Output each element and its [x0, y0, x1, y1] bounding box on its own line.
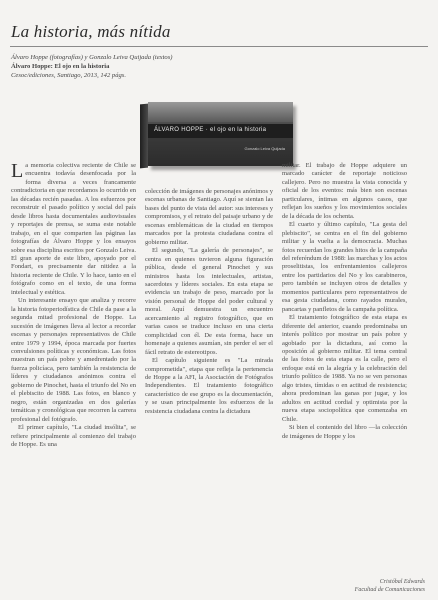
paragraph: Un interesante ensayo que analiza y recorre la historia fotoperiodística de Chile da pase a la segunda mitad profesional de Hoppe. La sucesión de imágenes lleva al lector a recordar escenas y personajes representativos de Chile entre 1979 y 1994, época marcada por fuertes convulsiones políticas y económicas. Las fotos muestran un país pobre y amedrentado por la fuerza policíaca, pero también la resistencia de líderes y ciudadanos anónimos contra el gobierno de Pinochet, hasta el triunfo del No en el plebiscito de 1988. Las fotos, en blanco y negro, están organizadas en dos galerías temáticas y cronológicas que recorren la carrera profesional del fotógrafo. — [11, 297, 136, 423]
book-title: Álvaro Hoppe: El ojo en la historia — [11, 63, 110, 70]
paragraph: El tratamiento fotográfico de esta etapa es diferente del anterior, cuando predominaba un interés político por mostrar un país pobre y agobiado por la dictadura, así como la oposición al gobierno militar. El tema central de las fotos de esta etapa es la calle, pero el enfoque está en la alegría y la celebración del triunfo político de 1988. Ya no se ven personas algo tristes, tímidas o en actitud de resistencia; ahora predominan las ganas por jugar, y los adultos en actitud cordial y optimista por la nueva etapa sociopolítica que comenzaba en Chile. — [282, 314, 407, 423]
paragraph: El segundo, "La galería de personajes", se centra en quienes tuvieron alguna figuración pública, desde el general Pinochet y sus ministros hasta los intelectuales, artistas, sacerdotes y líderes sociales. En esta etapa se evidencia un trabajo de peso, marcado por la visión personal de Hoppe del poder cultural y moral. Aquí demuestra un encuentro acercamiento al registro fotográfico, que en varias casos se traduce incluso en una cierta complicidad con él. De esta forma, hace un homenaje a quienes asumían, sin perder el ser el fácil retrato de estereotipos. — [145, 247, 273, 356]
drop-cap: L — [11, 160, 24, 182]
book-spine — [140, 104, 148, 169]
paragraph: El capítulo siguiente es "La mirada comprometida", etapa que refleja la pertenencia de Hoppe a la AFI, la Asociación de Fotógrafos Independientes. El tratamiento fotográfico característico de ese grupo es la documentación, y se usan principalmente los esfuerzos de la resistencia ciudadana contra la dictadura — [145, 357, 273, 415]
paragraph — [11, 162, 136, 297]
signature-affiliation: Facultad de Comunicaciones — [354, 587, 425, 593]
book-cover-image — [148, 102, 293, 122]
book-publisher: Cesoc/ediciones, Santiago, 2013, 142 págs. — [11, 72, 127, 79]
paragraph-text: a memoria colectiva reciente de Chile se encuentra todavía desenfocada por la forma diversa a veces francamente contradictoria en que recordamos lo ocurrido en las décadas recién pasadas. A los esfuerzos por reconstruir el pasado político y social del país desde libros hasta documentales audiovisuales y reportajes de prensa, se suma este notable trabajo, en el que comparten las páginas las fotografías de Álvaro Hoppe y los ensayos sobre esa disciplina escritos por Gonzalo Leiva. El gran aporte de este libro, apoyado por el Fondart, es precisamente dar nitidez a la historia reciente de Chile. Y lo hace, tanto en el fotógrafo como en el texto, de una forma intelectual y estética. — [11, 162, 136, 296]
signature-name: Cristóbal Edwards — [379, 579, 425, 585]
paragraph: militar. El trabajo de Hoppe adquiere un marcado carácter de reportaje noticioso callejero. Pero no muestra la vista conocida y oficial de los eventos: más bien son escenas particulares, íntimas en algunos casos, que reflejan los sueños y los movimientos sociales de la década de los ochenta. — [282, 162, 407, 220]
title-divider — [10, 46, 428, 47]
book-metadata — [11, 53, 411, 80]
paragraph: El cuarto y último capítulo, "La gesta del plebiscito", se centra en el fin del gobierno militar y la vuelta a la democracia. Muchas fotos recuerdan los grandes hitos de la campaña del referéndum de 1988: las marchas y los actos proselitistas, los enfrentamientos callejeros entre los partidarios del No y los carabineros, pero también se incluyen otros de detalles y momentos particulares pero representativos de esa gesta ciudadana, como rayados murales, pancartas y panfletos de la campaña política. — [282, 221, 407, 313]
paragraph: colección de imágenes de personajes anónimos y escenas urbanas de Santiago. Aquí se sientan las bases del punto de vista del autor: sus intereses y compromisos, y el retrato del paisaje urbano y de escenas emblemáticas de la ciudad en tiempos marcados por la protesta ciudadana contra el gobierno militar. — [145, 188, 273, 246]
signature — [330, 578, 425, 594]
article-title: La historia, más nítida — [11, 22, 171, 41]
book-cover — [148, 102, 293, 166]
book-cover-subtitle: Gonzalo Leiva Quijada — [244, 146, 285, 151]
paragraph: El primer capítulo, "La ciudad insólita", se refiere principalmente al comienzo del trabajo de Hoppe. Es una — [11, 424, 136, 448]
paragraph: Si bien el contenido del libro —la colección de imágenes de Hoppe y los — [282, 424, 407, 440]
column-1 — [11, 162, 136, 449]
book-authors: Álvaro Hoppe (fotografías) y Gonzalo Leiva Quijada (textos) — [11, 54, 173, 61]
column-2 — [145, 188, 273, 416]
book-cover-title: ÁLVARO HOPPE · el ojo en la historia — [154, 127, 267, 133]
third-col — [282, 162, 407, 441]
